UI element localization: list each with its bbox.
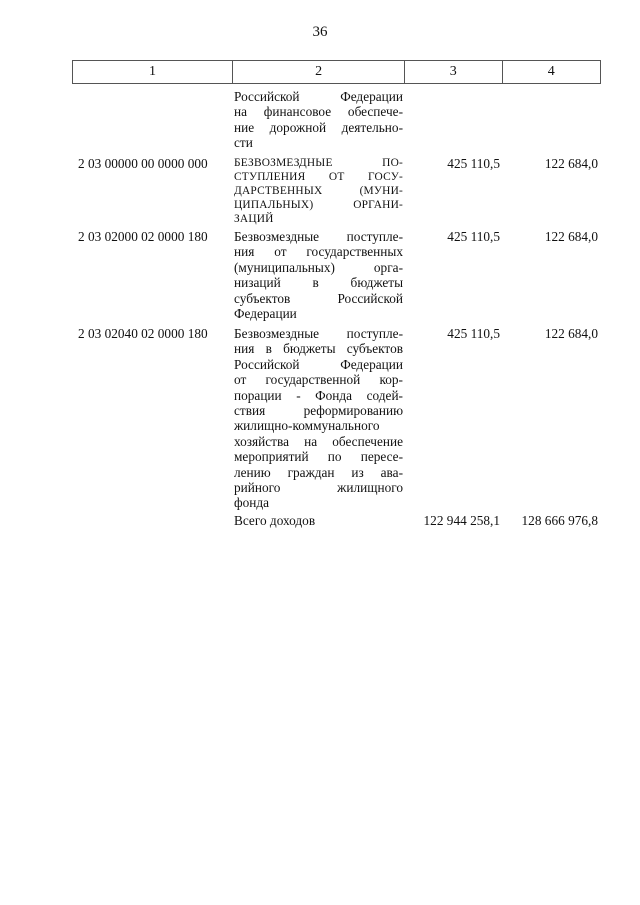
total-value-column-4: 128 666 976,8: [521, 513, 598, 528]
value-column-3: 425 110,5: [447, 229, 500, 244]
name-line: сти: [234, 135, 253, 151]
name-line: ние дорожной деятельно-: [234, 119, 403, 135]
name-line: ния в бюджеты субъектов: [234, 341, 403, 357]
name-line: Российской Федерации: [234, 356, 403, 372]
total-label: Всего доходов: [234, 513, 316, 528]
name-line: лению граждан из ава-: [234, 464, 403, 480]
name-line: низаций в бюджеты: [234, 275, 403, 291]
name-line: фонда: [234, 495, 270, 511]
name-line: БЕЗВОЗМЕЗДНЫЕ ПО-: [234, 157, 403, 169]
name-line: ДАРСТВЕННЫХ (МУНИ-: [234, 185, 403, 197]
column-header-1: 1: [73, 61, 233, 84]
column-header-3: 3: [405, 61, 502, 84]
name-line: от государственной кор-: [234, 372, 403, 388]
revenue-name: [234, 156, 403, 226]
budget-code: 2 03 02000 02 0000 180: [78, 229, 208, 244]
name-line: порации - Фонда содей-: [234, 387, 403, 403]
name-line: рийного жилищного: [234, 480, 403, 496]
value-column-4: 122 684,0: [544, 229, 598, 244]
value-column-4: 122 684,0: [544, 156, 598, 171]
column-header-row: [72, 60, 601, 84]
name-line: Безвозмездные поступле-: [234, 229, 403, 244]
name-line: на финансовое обеспече-: [234, 104, 403, 120]
value-column-4: 122 684,0: [544, 326, 598, 341]
continuation-name: [234, 89, 403, 151]
revenue-name: [234, 229, 403, 321]
name-line: ЦИПАЛЬНЫХ) ОРГАНИ-: [234, 199, 403, 211]
name-line: (муниципальных) орга-: [234, 259, 403, 275]
value-column-3: 425 110,5: [447, 326, 500, 341]
name-line: хозяйства на обеспечение: [234, 433, 403, 449]
revenue-name: [234, 326, 403, 511]
total-value-column-3: 122 944 258,1: [423, 513, 500, 528]
name-line: СТУПЛЕНИЯ ОТ ГОСУ-: [234, 171, 403, 183]
column-header-4: 4: [502, 61, 600, 84]
value-column-3: 425 110,5: [447, 156, 500, 171]
name-line: жилищно-коммунального: [234, 418, 380, 434]
name-line: ЗАЦИЙ: [234, 213, 274, 225]
name-line: Федерации: [234, 306, 297, 322]
name-line: ния от государственных: [234, 244, 403, 260]
column-header-2: 2: [233, 61, 405, 84]
budget-code: 2 03 00000 00 0000 000: [78, 156, 208, 171]
name-line: субъектов Российской: [234, 290, 403, 306]
name-line: Безвозмездные поступле-: [234, 326, 403, 341]
name-line: Российской Федерации: [234, 89, 403, 104]
page-number: 36: [312, 24, 328, 40]
name-line: мероприятий по пересе-: [234, 449, 403, 465]
budget-code: 2 03 02040 02 0000 180: [78, 326, 208, 341]
name-line: ствия реформированию: [234, 403, 403, 419]
